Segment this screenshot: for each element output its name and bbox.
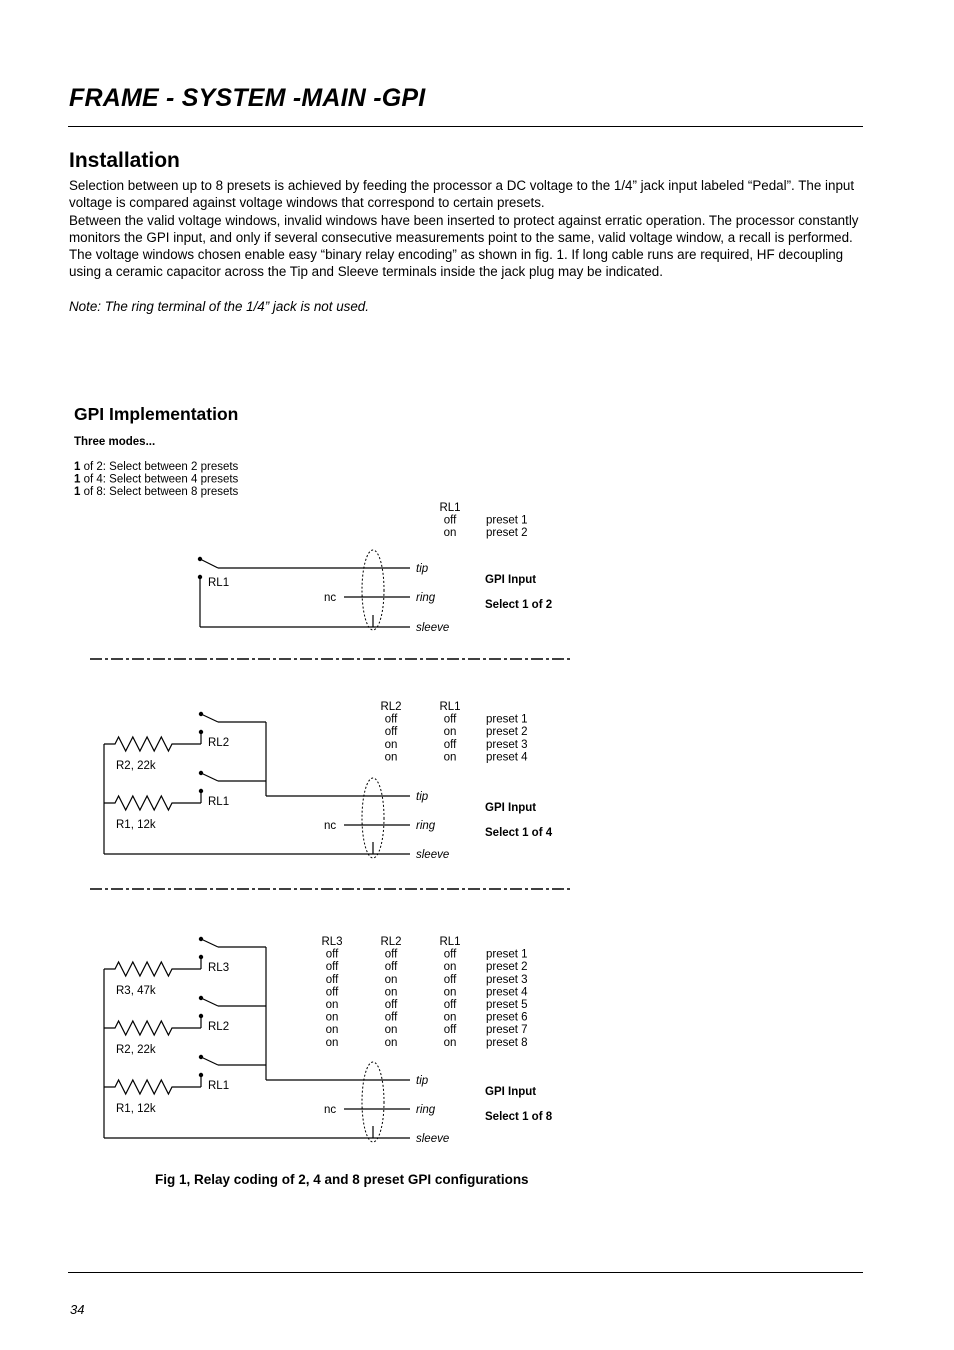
relay-label: RL1 [208,577,230,589]
resistor [104,962,201,976]
relay-state: off [443,514,457,527]
gpi-circuit [90,502,572,659]
table-column-header: RL1 [439,936,461,948]
resistor-label: R2, 22k [116,1044,156,1056]
relay-state: on [443,1011,457,1024]
relay-label: RL1 [208,796,230,808]
resistor [104,796,201,810]
figure-title: GPI Implementation [74,404,239,424]
relay-state: on [384,1036,398,1049]
preset-label: preset 3 [486,738,528,751]
relay-state: off [443,999,457,1011]
relay-state: on [443,751,457,764]
gpi-input-label: GPI Input [485,574,537,586]
resistor-label: R1, 12k [116,819,156,831]
relay-state: off [325,986,339,999]
relay-state: on [384,751,398,764]
resistor [104,1021,201,1035]
table-column-header: RL1 [439,502,461,514]
relay-switch [201,773,218,781]
jack-ring-label: ring [416,820,436,832]
resistor-label: R2, 22k [116,760,156,772]
relay-state: off [325,973,339,986]
preset-label: preset 1 [486,713,528,726]
relay-switch [201,1057,218,1065]
jack-tip-label: tip [416,563,429,575]
select-mode-label: Select 1 of 4 [485,827,553,839]
relay-state: off [443,973,457,986]
relay-state: on [443,986,457,999]
relay-switch [200,559,218,568]
jack-sleeve-label: sleeve [416,622,450,634]
gpi-input-label: GPI Input [485,1086,537,1098]
relay-state: on [443,726,457,739]
relay-state: on [325,1024,339,1037]
paragraph: Selection between up to 8 presets is achieved by feeding the processor a DC voltage to the 1/4” jack input labeled “Pedal”. The input voltage is compared against voltage windows that correspond to certain presets. [69,178,855,211]
relay-state: on [443,527,457,540]
relay-state: on [384,973,398,986]
circuits [90,502,572,1145]
jack-tip-label: tip [416,791,429,803]
jack-tip-label: tip [416,1075,429,1087]
mode-item: 1 of 2: Select between 2 presets [74,461,239,473]
relay-state: off [384,713,398,726]
preset-label: preset 6 [486,1011,528,1024]
preset-label: preset 8 [486,1036,528,1049]
nc-label: nc [324,592,337,604]
preset-label: preset 3 [486,973,528,986]
relay-state: off [443,738,457,751]
jack-ring-label: ring [416,1104,436,1116]
select-mode-label: Select 1 of 2 [485,599,553,611]
preset-label: preset 5 [486,999,528,1011]
relay-state: off [443,1024,457,1037]
relay-state: off [384,999,398,1011]
select-mode-label: Select 1 of 8 [485,1111,553,1123]
preset-label: preset 1 [486,514,528,527]
table-column-header: RL3 [321,936,343,948]
relay-state: on [325,1011,339,1024]
relay-state: off [384,1011,398,1024]
nc-label: nc [324,1104,337,1116]
preset-label: preset 1 [486,948,528,961]
jack-ring-label: ring [416,592,436,604]
relay-state: on [384,1024,398,1037]
relay-state: off [325,948,339,961]
relay-state: on [443,1036,457,1049]
relay-label: RL1 [208,1080,230,1092]
preset-label: preset 2 [486,726,528,739]
mode-item: 1 of 4: Select between 4 presets [74,473,239,486]
paragraph: Between the valid voltage windows, invalid windows have been inserted to protect against erratic operation. The processor constantly monitors the GPI input, and only if several consecutive measurements point to the same, valid voltage window, a recall is performed. [69,212,859,245]
preset-label: preset 4 [486,986,528,999]
relay-state: on [384,986,398,999]
table-column-header: RL2 [380,701,402,713]
gpi-circuit [90,701,572,889]
preset-label: preset 4 [486,751,528,764]
gpi-circuit [104,936,553,1145]
relay-state: on [325,1036,339,1049]
relay-state: on [443,961,457,974]
table-column-header: RL2 [380,936,402,948]
installation-note: Note: The ring terminal of the 1/4” jack is not used. [69,298,369,314]
relay-state: on [325,999,339,1011]
table-column-header: RL1 [439,701,461,713]
footer-rule [68,1272,863,1273]
resistor [104,737,201,751]
paragraph: The voltage windows chosen enable easy “binary relay encoding” as shown in fig. 1. If long cable runs are required, HF decoupling using a ceramic capacitor across the Tip and Sleeve terminals inside the jack plug may be indicated. [69,247,844,280]
preset-label: preset 2 [486,527,528,540]
relay-state: off [384,961,398,974]
relay-switch [201,714,218,722]
jack-sleeve-label: sleeve [416,1133,450,1145]
preset-label: preset 2 [486,961,528,974]
relay-state: off [443,713,457,726]
modes-list [74,461,239,498]
resistor-label: R1, 12k [116,1103,156,1115]
figure-caption: Fig 1, Relay coding of 2, 4 and 8 preset GPI configurations [155,1172,529,1187]
page-number: 34 [70,1302,85,1317]
relay-label: RL2 [208,1021,230,1033]
section-heading-installation: Installation [69,149,180,172]
relay-switch [201,939,218,947]
gpi-input-label: GPI Input [485,802,537,814]
nc-label: nc [324,820,337,832]
jack-sleeve-label: sleeve [416,849,450,861]
resistor [104,1080,201,1094]
preset-label: preset 7 [486,1024,528,1037]
page-header-title: FRAME - SYSTEM -MAIN -GPI [69,84,426,112]
relay-state: on [384,738,398,751]
relay-state: off [325,961,339,974]
relay-state: off [384,726,398,739]
relay-label: RL3 [208,962,230,974]
relay-state: off [443,948,457,961]
mode-item: 1 of 8: Select between 8 presets [74,486,239,498]
figure-subtitle: Three modes... [74,436,156,448]
relay-label: RL2 [208,737,230,749]
relay-switch [201,998,218,1006]
relay-state: off [384,948,398,961]
resistor-label: R3, 47k [116,985,156,997]
